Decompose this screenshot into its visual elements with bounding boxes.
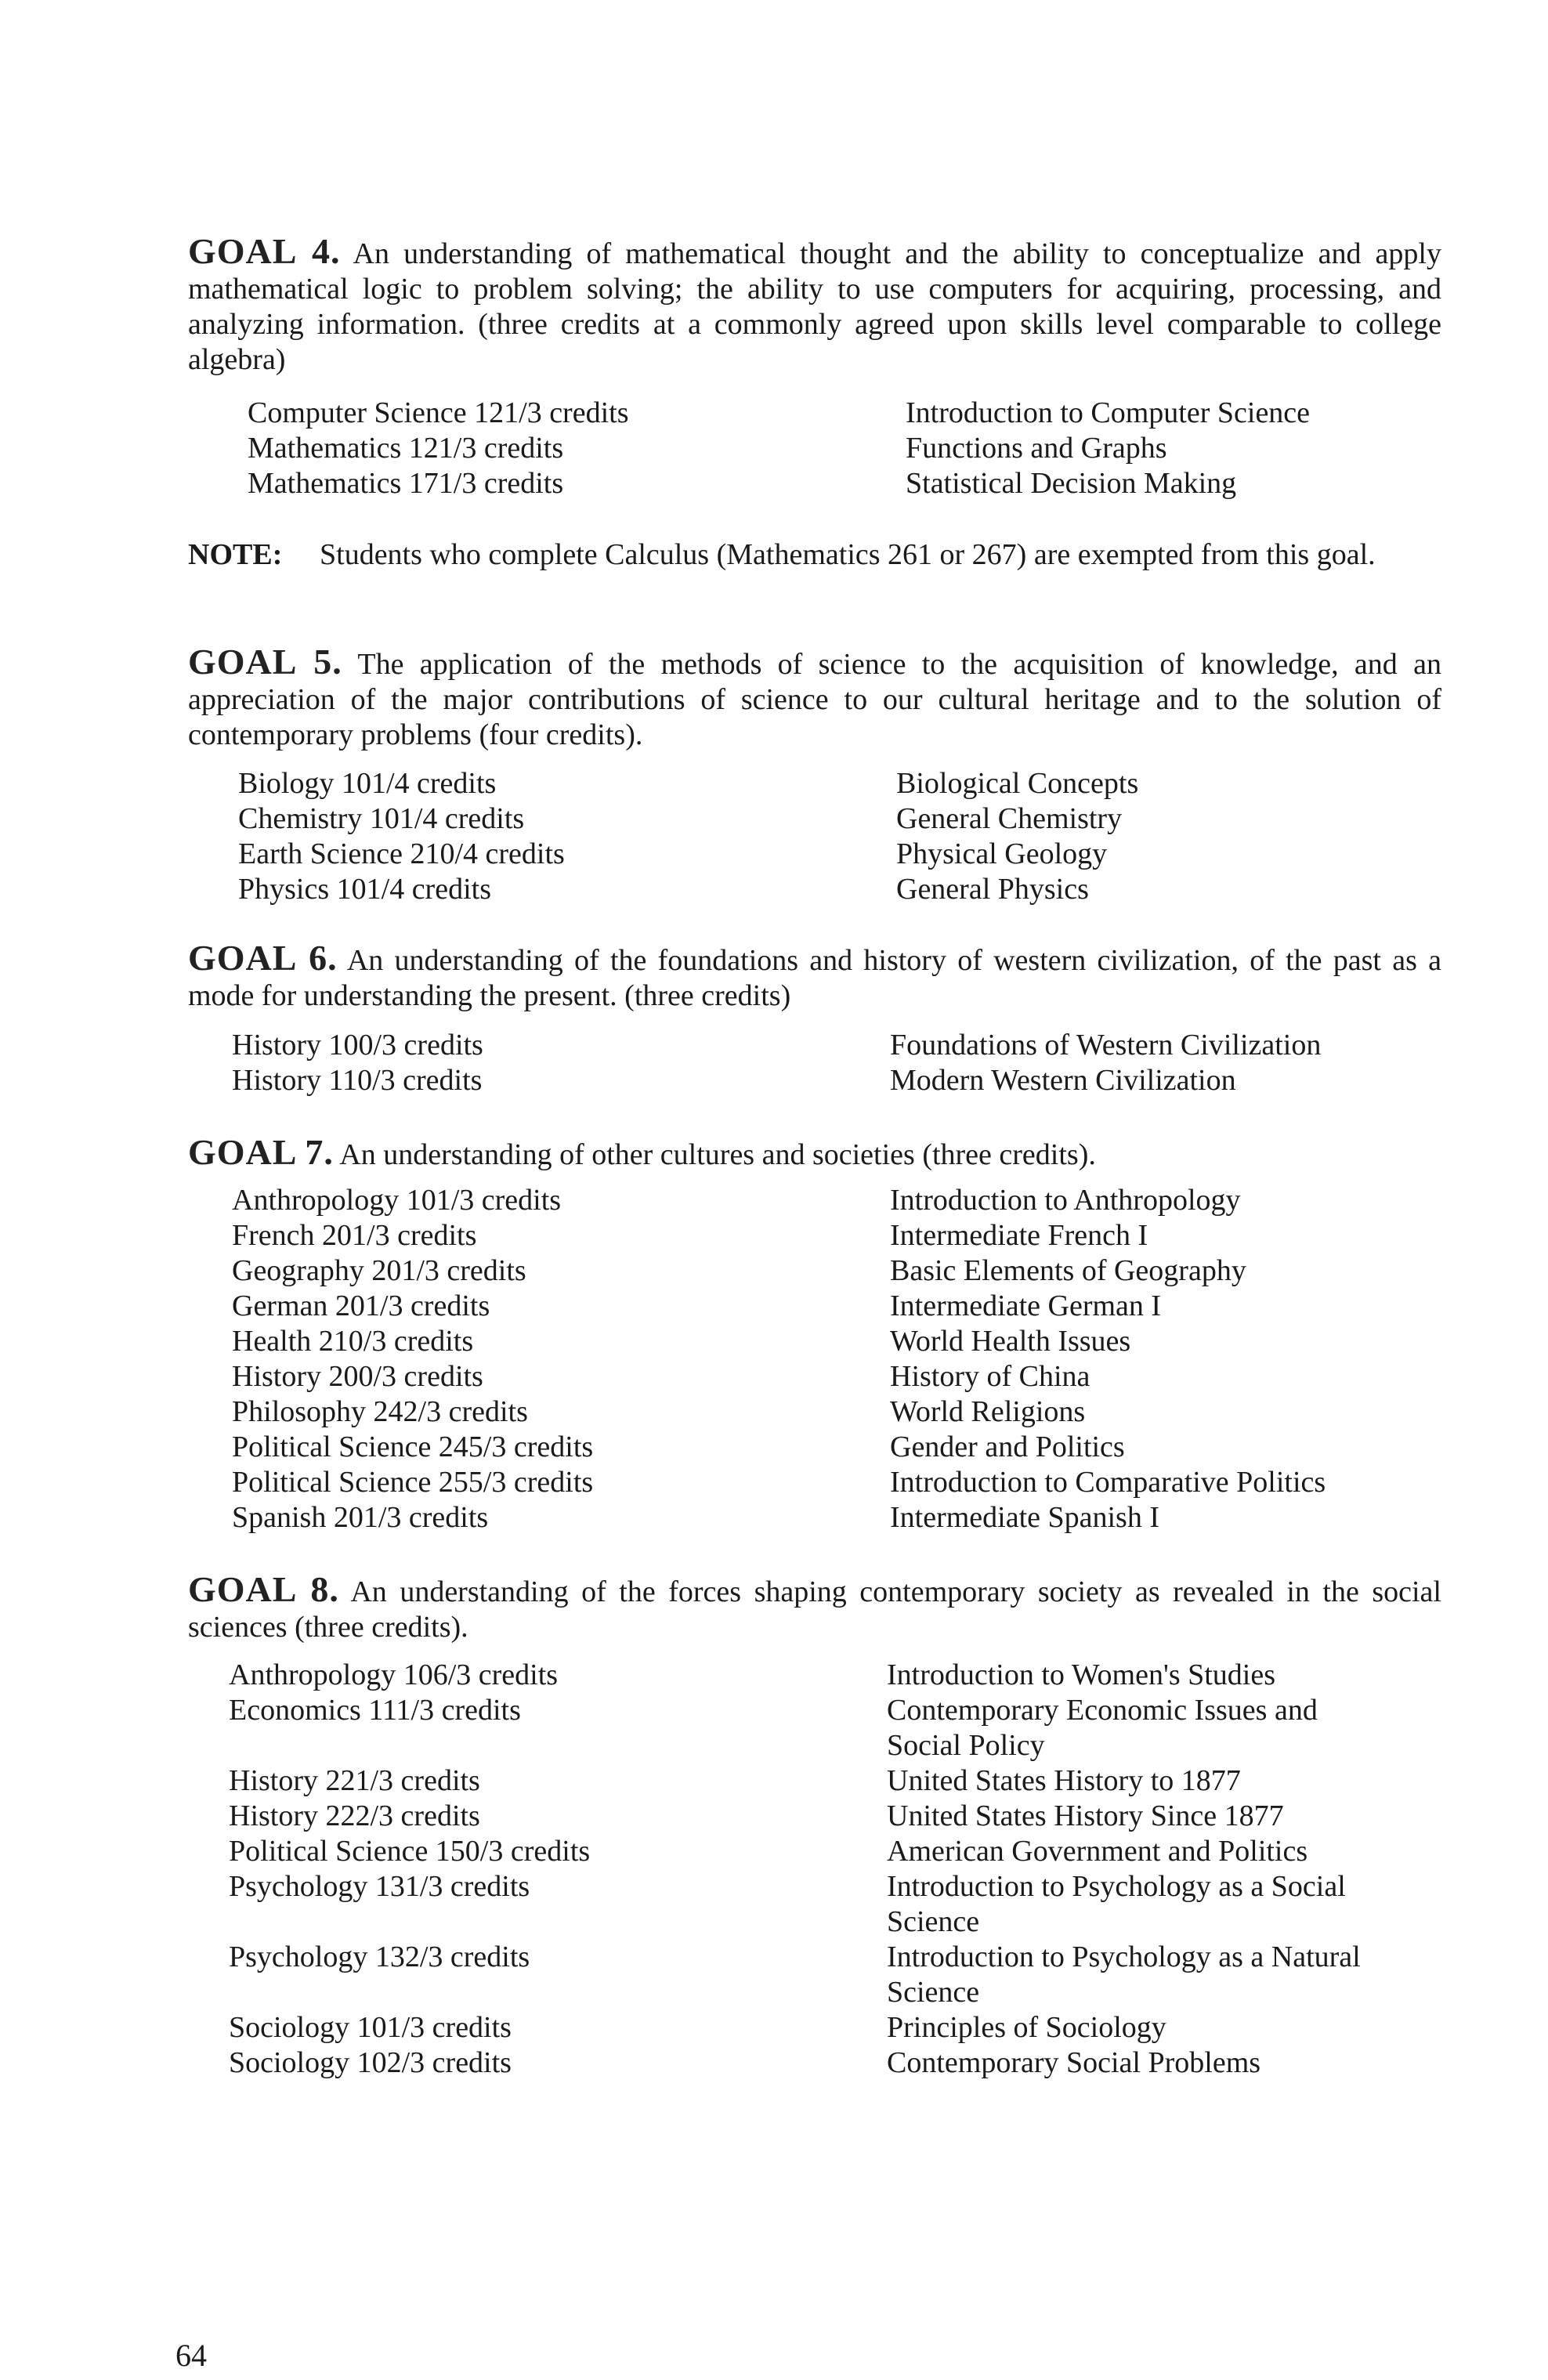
- goal-5-paragraph: [188, 644, 1441, 753]
- course-row: [229, 2045, 1498, 2081]
- note-label: NOTE:: [188, 538, 283, 571]
- course-code: German 201/3 credits: [232, 1289, 490, 1322]
- course-code: Spanish 201/3 credits: [232, 1501, 489, 1534]
- course-row: [229, 1799, 1498, 1834]
- course-title: Introduction to Comparative Politics: [890, 1466, 1326, 1499]
- course-code: History 200/3 credits: [232, 1360, 483, 1393]
- course-row: [232, 1465, 1501, 1500]
- course-title: Biological Concepts: [896, 767, 1139, 800]
- course-row: [232, 1218, 1501, 1253]
- course-title: General Chemistry: [896, 802, 1123, 835]
- course-code: Philosophy 242/3 credits: [232, 1395, 528, 1428]
- course-row: [229, 1693, 1498, 1763]
- course-row: [248, 396, 1517, 431]
- course-row: [232, 1394, 1501, 1430]
- goal-4-text: An understanding of mathematical thought and the ability to conceptualize and apply mathematical logic to problem solving; the ability to use computers for acquiring, processing, and analyzing information. (three credits at a commonly agreed upon skills level comparable to college algebra): [188, 237, 1441, 376]
- course-row: [232, 1324, 1501, 1359]
- course-row: [232, 1359, 1501, 1394]
- goal-6-course-list: [232, 1028, 1501, 1098]
- goal-5-course-list: [238, 766, 1507, 907]
- course-title: Intermediate German I: [890, 1289, 1162, 1322]
- course-row: [248, 466, 1517, 501]
- course-code: Chemistry 101/4 credits: [238, 802, 525, 835]
- course-code: Geography 201/3 credits: [232, 1254, 526, 1287]
- page-number: 64: [175, 2338, 207, 2373]
- goal-7-label: GOAL 7.: [188, 1132, 334, 1172]
- course-code: Anthropology 106/3 credits: [229, 1658, 559, 1691]
- course-title: Gender and Politics: [890, 1431, 1125, 1463]
- course-code: Sociology 101/3 credits: [229, 2011, 512, 2044]
- course-title: Basic Elements of Geography: [890, 1254, 1246, 1287]
- goal-8-text: An understanding of the forces shaping contemporary society as revealed in the social sciences (three credits).: [188, 1575, 1441, 1644]
- course-code: Physics 101/4 credits: [238, 873, 491, 906]
- goal-4-course-list: [248, 396, 1517, 501]
- goal-4-label: GOAL 4.: [188, 231, 341, 271]
- course-row: [229, 1834, 1498, 1869]
- goal-8-label: GOAL 8.: [188, 1569, 339, 1609]
- course-code: History 221/3 credits: [229, 1764, 480, 1797]
- course-row: [232, 1028, 1501, 1063]
- course-title: Intermediate Spanish I: [890, 1501, 1160, 1534]
- course-code: Biology 101/4 credits: [238, 767, 497, 800]
- course-title: Contemporary Social Problems: [887, 2046, 1261, 2079]
- course-code: Political Science 150/3 credits: [229, 1835, 591, 1868]
- goal-7-paragraph: [188, 1134, 1441, 1173]
- course-code: History 110/3 credits: [232, 1064, 483, 1097]
- course-code: Anthropology 101/3 credits: [232, 1184, 562, 1217]
- course-row: [238, 872, 1507, 907]
- course-row: [229, 1940, 1498, 2010]
- course-title: Introduction to Psychology as a Social Science: [887, 1870, 1346, 1938]
- course-title: History of China: [890, 1360, 1090, 1393]
- course-title: World Religions: [890, 1395, 1086, 1428]
- course-title: Introduction to Psychology as a Natural Science: [887, 1941, 1361, 2009]
- goal-7-text: An understanding of other cultures and societies (three credits).: [339, 1138, 1096, 1171]
- course-row: [238, 766, 1507, 801]
- course-title: Contemporary Economic Issues and Social Policy: [887, 1694, 1318, 1762]
- course-title: Intermediate French I: [890, 1219, 1148, 1252]
- goal-6-text: An understanding of the foundations and history of western civilization, of the past as a mode for understanding the present. (three credits): [188, 944, 1441, 1012]
- goal-6-paragraph: [188, 940, 1441, 1014]
- course-code: Psychology 131/3 credits: [229, 1870, 530, 1903]
- course-row: [232, 1500, 1501, 1535]
- course-title: Physical Geology: [896, 837, 1108, 870]
- course-code: Political Science 255/3 credits: [232, 1466, 594, 1499]
- course-title: United States History Since 1877: [887, 1799, 1284, 1832]
- course-row: [232, 1063, 1501, 1098]
- course-title: Introduction to Anthropology: [890, 1184, 1241, 1217]
- course-row: [229, 2010, 1498, 2045]
- goal-6-label: GOAL 6.: [188, 938, 338, 978]
- course-row: [232, 1430, 1501, 1465]
- course-code: Computer Science 121/3 credits: [248, 396, 629, 429]
- course-title: United States History to 1877: [887, 1764, 1241, 1797]
- course-row: [238, 837, 1507, 872]
- course-code: Mathematics 121/3 credits: [248, 432, 564, 465]
- course-title: Introduction to Women's Studies: [887, 1658, 1276, 1691]
- goal-8-course-list: [229, 1658, 1498, 2081]
- course-code: French 201/3 credits: [232, 1219, 477, 1252]
- course-code: History 222/3 credits: [229, 1799, 480, 1832]
- course-title: Principles of Sociology: [887, 2011, 1166, 2044]
- course-title: World Health Issues: [890, 1325, 1131, 1358]
- goal-4-paragraph: [188, 233, 1441, 378]
- course-code: Sociology 102/3 credits: [229, 2046, 512, 2079]
- course-title: Modern Western Civilization: [890, 1064, 1236, 1097]
- course-code: Psychology 132/3 credits: [229, 1941, 530, 1973]
- goal-5-label: GOAL 5.: [188, 642, 342, 682]
- course-title: American Government and Politics: [887, 1835, 1308, 1868]
- course-row: [232, 1253, 1501, 1289]
- goal-5-text: The application of the methods of science to the acquisition of knowledge, and an appreciation of the major contributions of science to our cultural heritage and to the solution of contemporary problems (four credits).: [188, 648, 1441, 751]
- note-block: [188, 537, 1441, 573]
- course-code: Economics 111/3 credits: [229, 1694, 521, 1727]
- note-text: Students who complete Calculus (Mathematics 261 or 267) are exempted from this goal.: [320, 538, 1376, 571]
- course-row: [229, 1763, 1498, 1799]
- course-row: [229, 1869, 1498, 1940]
- course-title: Foundations of Western Civilization: [890, 1029, 1322, 1062]
- course-code: History 100/3 credits: [232, 1029, 483, 1062]
- course-title: General Physics: [896, 873, 1089, 906]
- course-code: Mathematics 171/3 credits: [248, 467, 564, 500]
- course-title: Statistical Decision Making: [906, 467, 1237, 500]
- course-row: [232, 1289, 1501, 1324]
- course-title: Functions and Graphs: [906, 432, 1167, 465]
- course-row: [232, 1183, 1501, 1218]
- goal-7-course-list: [232, 1183, 1501, 1535]
- course-code: Earth Science 210/4 credits: [238, 837, 565, 870]
- course-code: Political Science 245/3 credits: [232, 1431, 594, 1463]
- course-title: Introduction to Computer Science: [906, 396, 1311, 429]
- goal-8-paragraph: [188, 1569, 1441, 1645]
- course-row: [229, 1658, 1498, 1693]
- course-row: [238, 801, 1507, 837]
- course-row: [248, 431, 1517, 466]
- course-code: Health 210/3 credits: [232, 1325, 474, 1358]
